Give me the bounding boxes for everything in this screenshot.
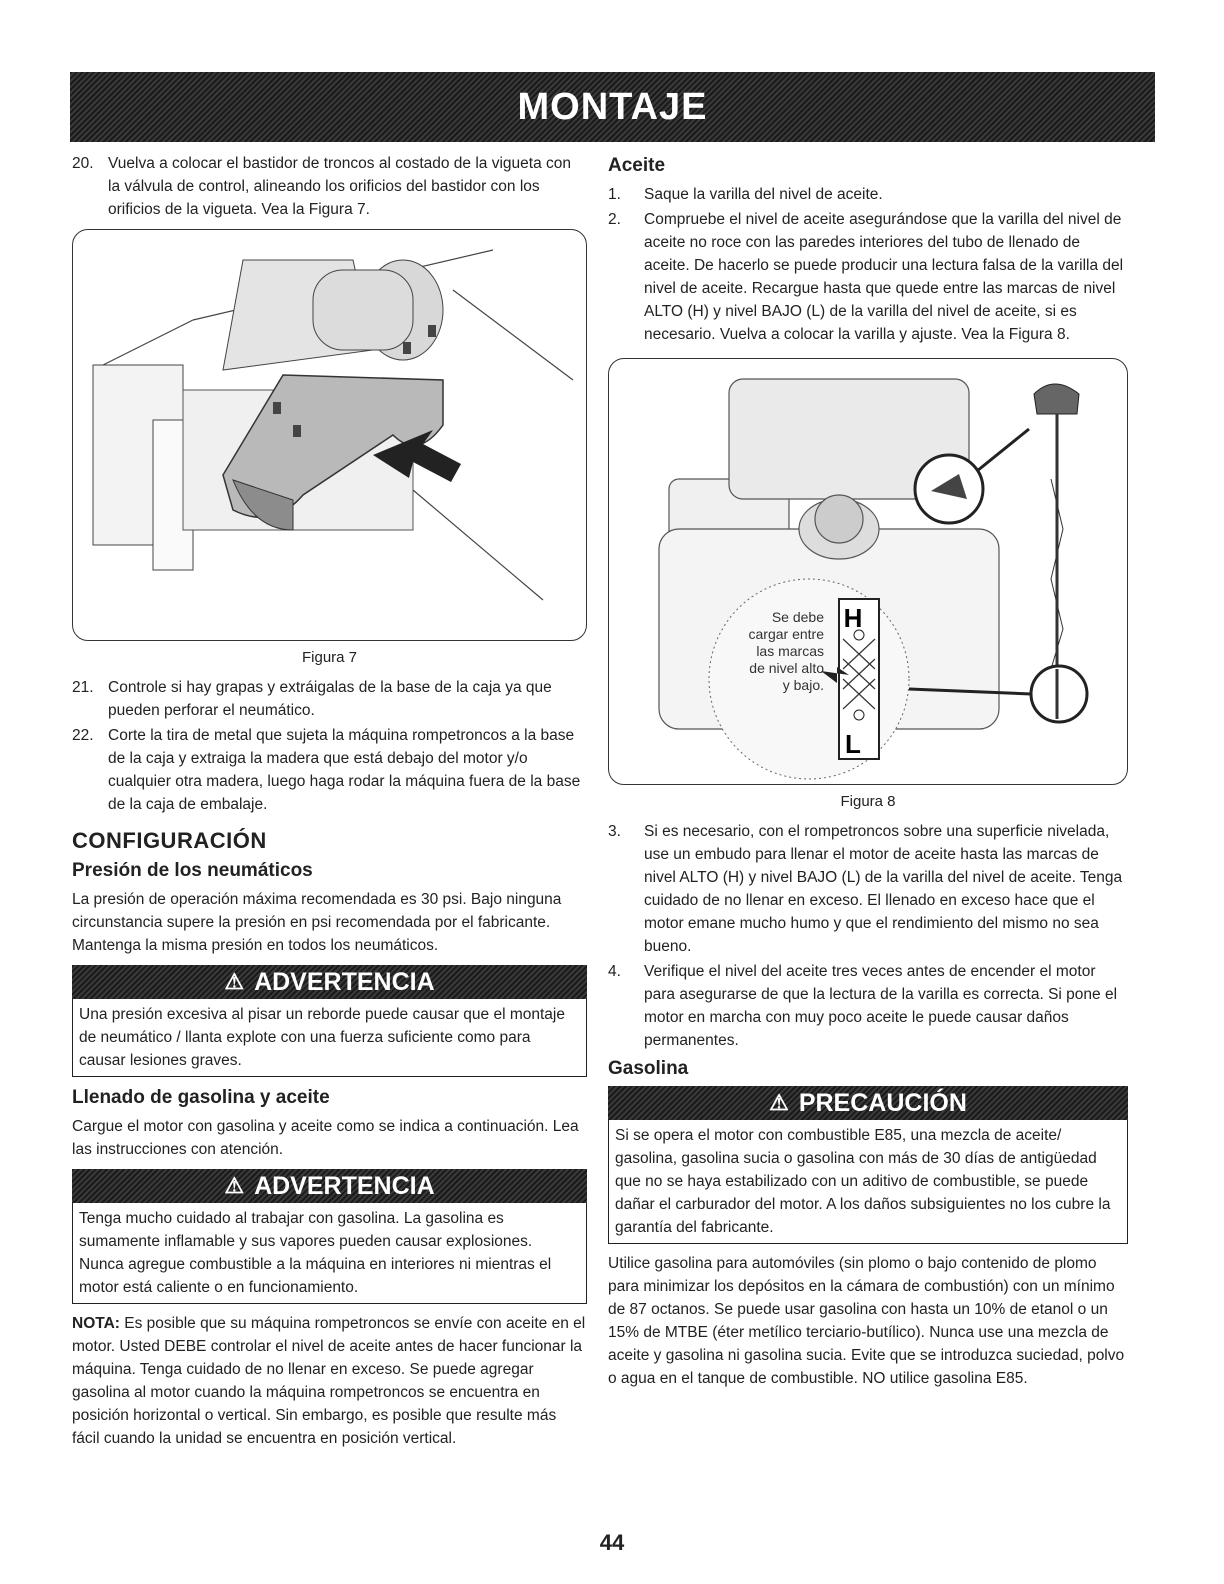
warning-title: ADVERTENCIA <box>254 967 435 996</box>
caution-box <box>608 1086 1128 1244</box>
configuration-heading: CONFIGURACIÓN <box>72 828 267 853</box>
warning-text: Una presión excesiva al pisar un reborde puede causar que el montaje de neumático / llanta explote con una fuerza suficiente como para causar lesiones graves. <box>72 999 587 1077</box>
page-number: 44 <box>599 1530 625 1555</box>
note-text: Es posible que su máquina rompetroncos se envíe con aceite en el motor. Usted DEBE controlar el nivel de aceite antes de hacer funcionar la máquina. Tenga cuidado de no llenar en exceso. Se puede agregar gasolina al motor cuando la máquina rompetroncos se encuentra en posición horizontal o vertical. Sin embargo, es posible que resulte más fácil cuando la unidad se encuentra en posición vertical. <box>72 1315 586 1447</box>
gasoline-text: Utilice gasolina para automóviles (sin plomo o bajo contenido de plomo para minimizar los depósitos en la cámara de combustión) con un mínimo de 87 octanos. Se puede usar gasolina con hasta un 10% de etanol o un 15% de MTBE (éter metílico terciario-butílico). Nunca use una mezcla de aceite y gasolina ni gasolina sucia. Evite que se introduzca suciedad, polvo o agua en el tanque de combustible. NO utilice gasolina E85. <box>608 1255 1125 1387</box>
fuel-oil-text: Cargue el motor con gasolina y aceite como se indica a continuación. Lea las instrucciones con atención. <box>72 1118 579 1158</box>
engine-dipstick-illustration <box>609 359 1128 784</box>
note-label: NOTA: <box>72 1315 120 1332</box>
warning-box-gasoline <box>72 1169 587 1304</box>
warning-box-tire <box>72 965 587 1077</box>
caution-text: Si se opera el motor con combustible E85, una mezcla de aceite/ gasolina, gasolina sucia o gasolina con más de 30 días de antigüedad que no se haya estabilizado con un aditivo de combustible, se puede dañar el carburador del motor. A los daños subsiguientes no los cubre la garantía del fabricante. <box>608 1120 1128 1244</box>
high-mark-label: H <box>843 603 863 633</box>
tire-pressure-heading: Presión de los neumáticos <box>72 860 313 881</box>
header-banner <box>70 72 1155 142</box>
warning-icon: ⚠ <box>769 1090 789 1115</box>
tire-pressure-text: La presión de operación máxima recomendada es 30 psi. Bajo ninguna circunstancia supere la presión en psi recomendada por el fabricante. Mantenga la misma presión en todos los neumáticos. <box>72 891 562 954</box>
right-column <box>608 155 1128 1390</box>
page-title: MONTAJE <box>517 85 708 128</box>
left-column <box>72 152 587 1450</box>
step-21: 21. Controle si hay grapas y extráigalas de la base de la caja ya que pueden perforar el neumático. <box>72 679 552 719</box>
figure-7 <box>72 229 587 641</box>
step-4: 4. Verifique el nivel del aceite tres veces antes de encender el motor para asegurarse de que la lectura de la varilla es correcta. Si pone el motor en marcha con muy poco aceite le puede causar daños permanentes. <box>608 963 1118 1049</box>
step-2: 2. Compruebe el nivel de aceite asegurándose que la varilla del nivel de aceite no roce con las paredes interiores del tubo de llenado de aceite. De hacerlo se puede producir una lectura falsa de la varilla del nivel de aceite. Recargue hasta que quede entre las marcas de nivel ALTO (H) y nivel BAJO (L) de la varilla del nivel de aceite, si es necesario. Vuelva a colocar la varilla y ajuste. Vea la Figura 8. <box>608 211 1124 343</box>
low-mark-label: L <box>845 729 861 759</box>
step-20: 20. Vuelva a colocar el bastidor de troncos al costado de la vigueta con la válvula de control, alineando los orificios del bastidor con los orificios de la vigueta. Vea la Figura 7. <box>72 155 571 218</box>
figure-8-caption: Figura 8 <box>840 793 896 810</box>
warning-title: ADVERTENCIA <box>254 1171 435 1200</box>
figure-8 <box>608 358 1128 785</box>
log-splitter-illustration <box>73 230 587 640</box>
step-22: 22. Corte la tira de metal que sujeta la máquina rompetroncos a la base de la caja y extraiga la madera que está debajo del motor y/o cualquier otra madera, luego haga rodar la máquina fuera de la base de la caja de embalaje. <box>72 727 581 813</box>
step-3: 3. Si es necesario, con el rompetroncos sobre una superficie nivelada, use un embudo para llenar el motor de aceite hasta las marcas de nivel ALTO (H) y nivel BAJO (L) de la varilla del nivel de aceite. Tenga cuidado de no llenar en exceso. El llenado en exceso hace que el motor emane mucho humo y que el rendimiento del mismo no sea bueno. <box>608 823 1123 955</box>
fuel-oil-heading: Llenado de gasolina y aceite <box>72 1087 330 1108</box>
gasoline-heading: Gasolina <box>608 1058 689 1079</box>
warning-icon: ⚠ <box>224 969 245 994</box>
warning-text: Tenga mucho cuidado al trabajar con gasolina. La gasolina es sumamente inflamable y sus vapores pueden causar explosiones. Nunca agregue combustible a la máquina en interiores ni mientras el motor está caliente o en funcionamiento. <box>72 1203 587 1304</box>
warning-icon: ⚠ <box>224 1173 245 1198</box>
oil-heading: Aceite <box>608 155 666 176</box>
fill-range-note: Se debe cargar entre las marcas de nivel alto y bajo. <box>748 609 824 693</box>
caution-title: PRECAUCIÓN <box>798 1088 967 1117</box>
figure-7-caption: Figura 7 <box>301 649 358 666</box>
step-1: 1. Saque la varilla del nivel de aceite. <box>608 186 883 203</box>
note-paragraph <box>72 1312 587 1450</box>
